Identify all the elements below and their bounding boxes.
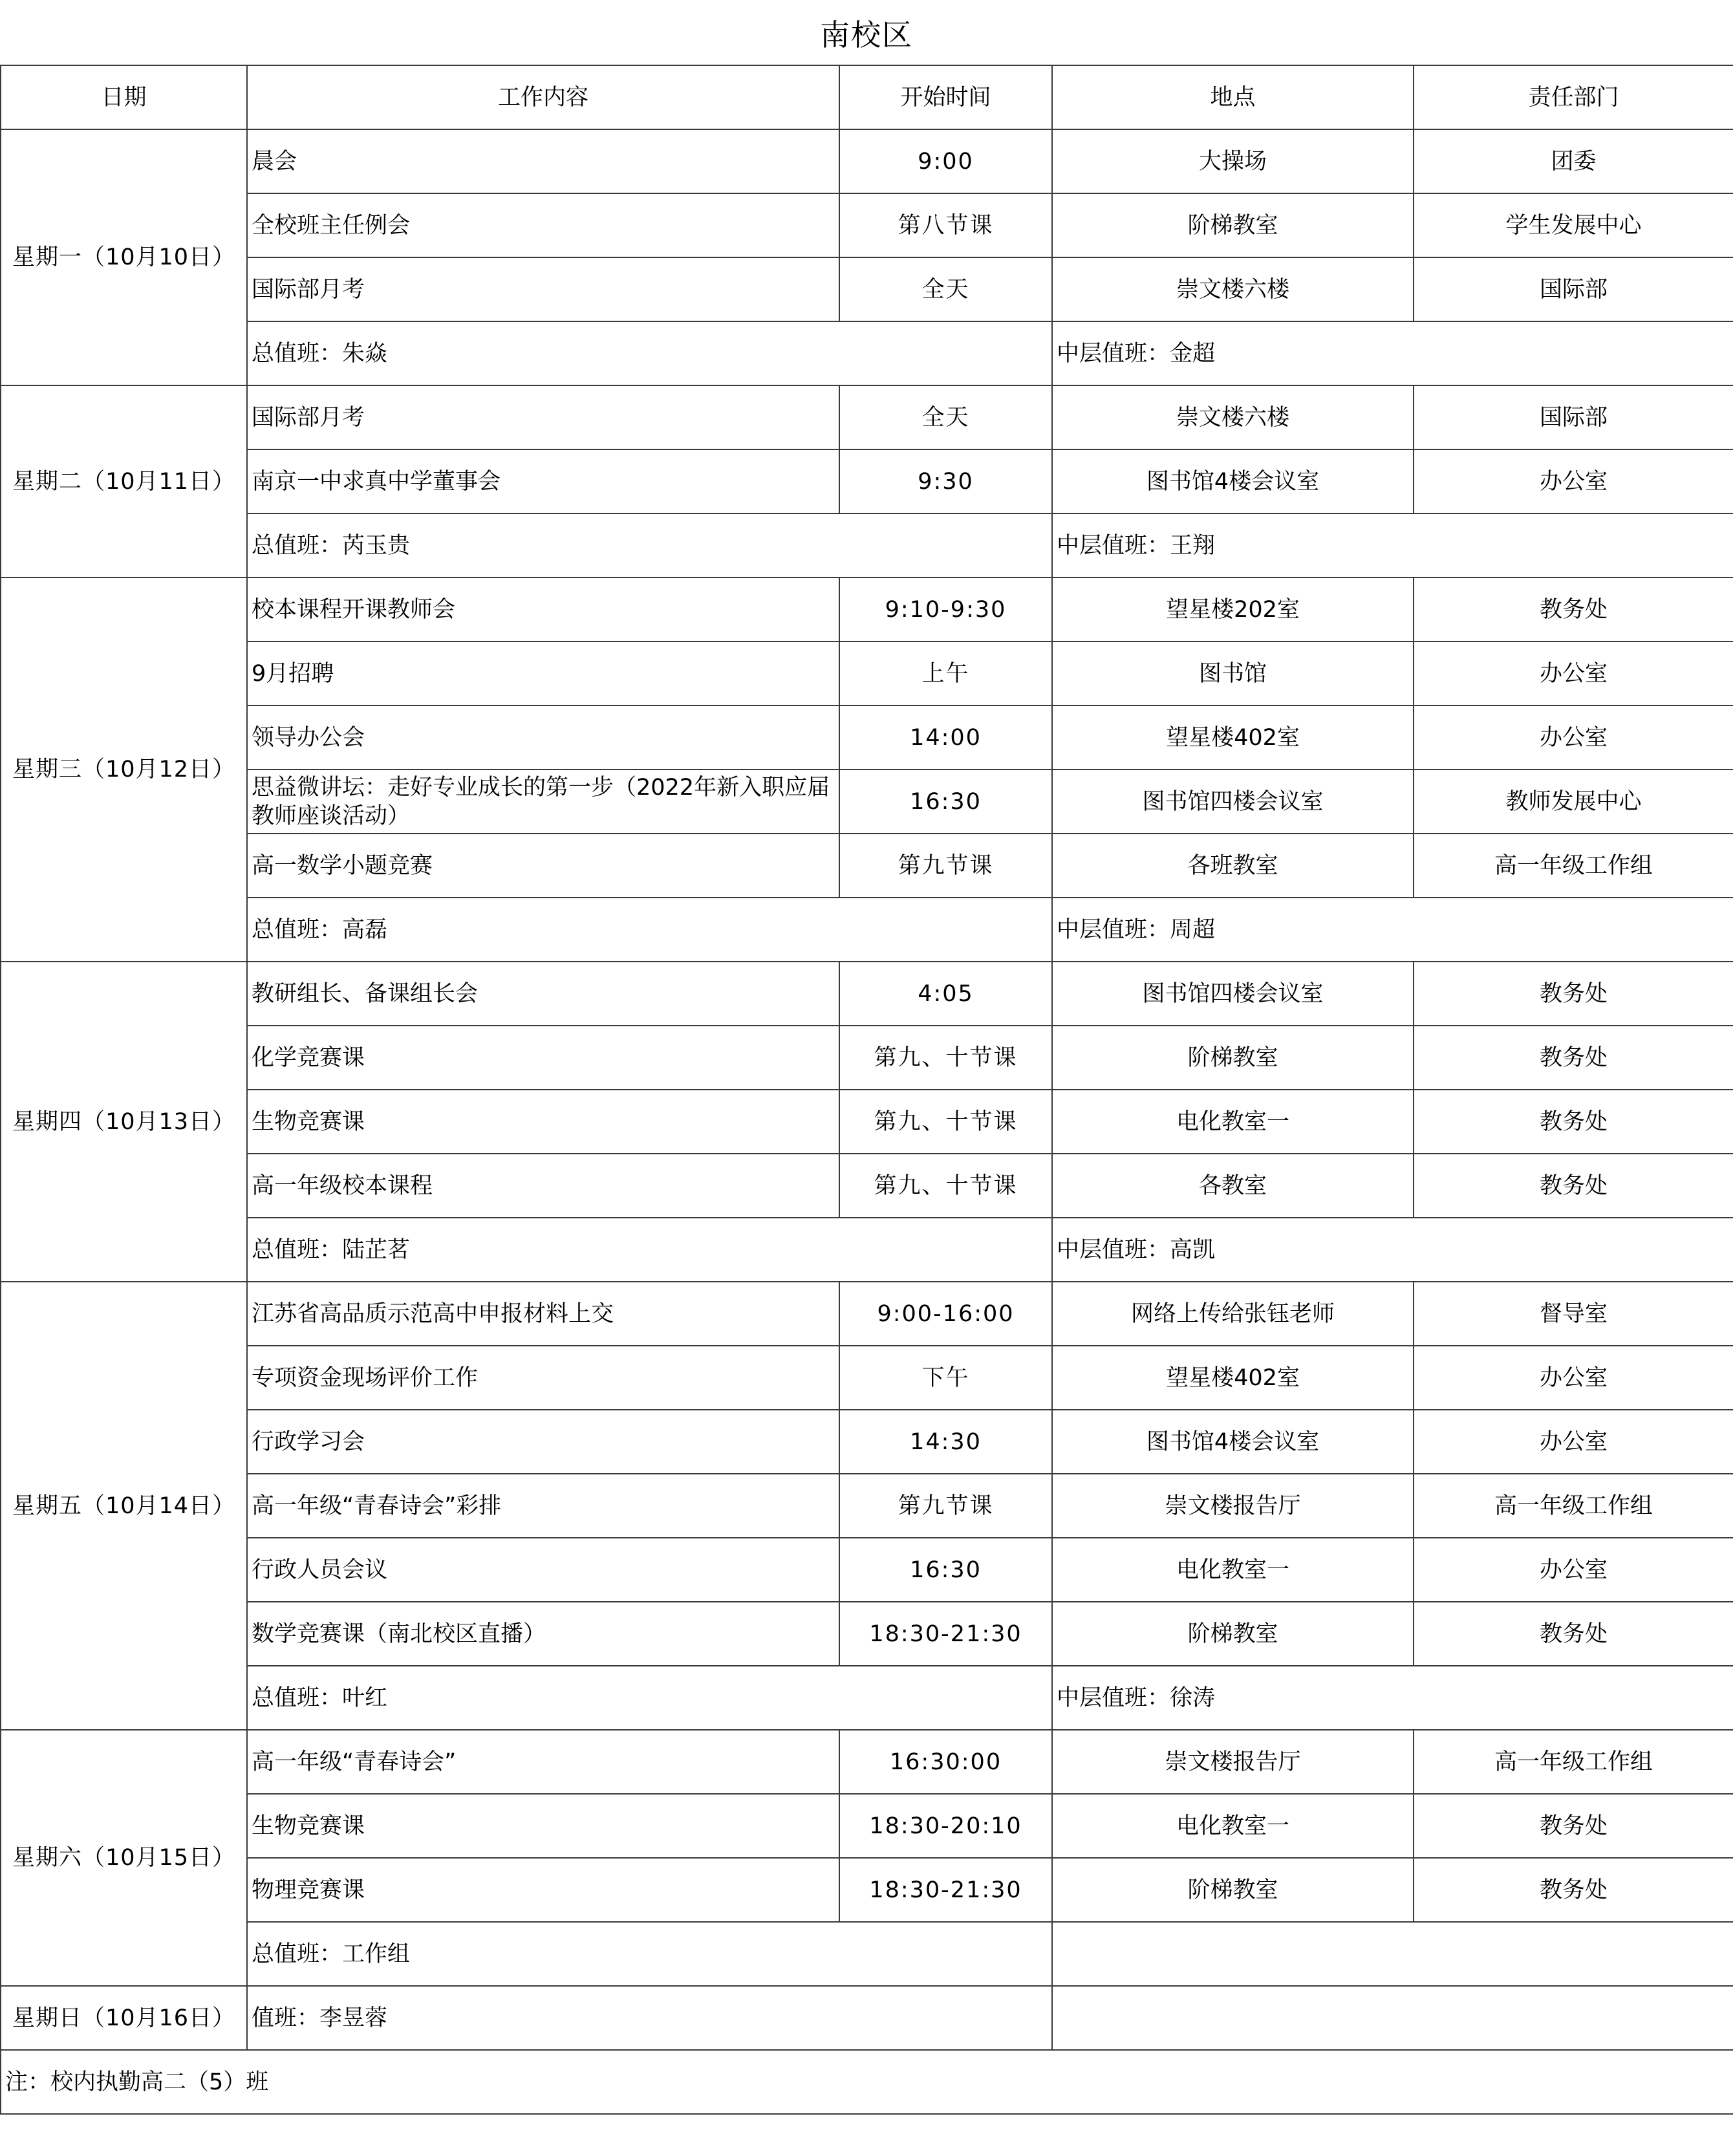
duty-general: 总值班：陆芷茗 (247, 1218, 1052, 1282)
header-row (1, 65, 1733, 129)
place-cell: 图书馆 (1052, 641, 1414, 706)
header-dept: 责任部门 (1414, 65, 1733, 129)
time-cell: 第九、十节课 (839, 1090, 1052, 1154)
day-label: 星期五（10月14日） (1, 1282, 247, 1730)
content-cell: 物理竞赛课 (247, 1858, 839, 1922)
duty-row (1, 321, 1733, 385)
duty-general: 总值班：高磊 (247, 898, 1052, 962)
place-cell: 望星楼402室 (1052, 1346, 1414, 1410)
dept-cell: 教务处 (1414, 1602, 1733, 1666)
header-content: 工作内容 (247, 65, 839, 129)
time-cell: 上午 (839, 641, 1052, 706)
content-cell: 数学竞赛课（南北校区直播） (247, 1602, 839, 1666)
content-cell: 生物竞赛课 (247, 1090, 839, 1154)
place-cell: 大操场 (1052, 129, 1414, 193)
table-row (1, 1858, 1733, 1922)
place-cell: 望星楼402室 (1052, 706, 1414, 770)
table-row (1, 770, 1733, 834)
place-cell: 电化教室一 (1052, 1090, 1414, 1154)
time-cell: 全天 (839, 257, 1052, 321)
place-cell: 阶梯教室 (1052, 1858, 1414, 1922)
dept-cell: 教务处 (1414, 577, 1733, 641)
dept-cell: 办公室 (1414, 1538, 1733, 1602)
table-row (1, 1538, 1733, 1602)
duty-general: 值班：李昱蓉 (247, 1986, 1052, 2050)
dept-cell: 办公室 (1414, 1346, 1733, 1410)
content-cell: 思益微讲坛：走好专业成长的第一步（2022年新入职应届教师座谈活动） (247, 770, 839, 834)
content-cell: 江苏省高品质示范高中申报材料上交 (247, 1282, 839, 1346)
place-cell: 各教室 (1052, 1154, 1414, 1218)
dept-cell: 高一年级工作组 (1414, 1474, 1733, 1538)
content-cell: 晨会 (247, 129, 839, 193)
time-cell: 下午 (839, 1346, 1052, 1410)
duty-general: 总值班：叶红 (247, 1666, 1052, 1730)
table-row (1, 193, 1733, 257)
time-cell: 14:30 (839, 1410, 1052, 1474)
place-cell: 阶梯教室 (1052, 193, 1414, 257)
dept-cell: 高一年级工作组 (1414, 1730, 1733, 1794)
dept-cell: 教务处 (1414, 1794, 1733, 1858)
place-cell: 图书馆4楼会议室 (1052, 1410, 1414, 1474)
time-cell: 18:30-21:30 (839, 1858, 1052, 1922)
table-row (1, 706, 1733, 770)
note: 注：校内执勤高二（5）班 (1, 2050, 1733, 2114)
duty-middle: 中层值班：金超 (1052, 321, 1733, 385)
content-cell: 南京一中求真中学董事会 (247, 449, 839, 513)
dept-cell: 高一年级工作组 (1414, 834, 1733, 898)
day-label: 星期三（10月12日） (1, 577, 247, 962)
place-cell: 崇文楼报告厅 (1052, 1474, 1414, 1538)
time-cell: 9:30 (839, 449, 1052, 513)
table-row (1, 1410, 1733, 1474)
content-cell: 高一年级“青春诗会”彩排 (247, 1474, 839, 1538)
duty-middle (1052, 1922, 1733, 1986)
table-row (1, 1474, 1733, 1538)
table-row (1, 1794, 1733, 1858)
duty-general: 总值班：芮玉贵 (247, 513, 1052, 577)
content-cell: 行政人员会议 (247, 1538, 839, 1602)
schedule-table (0, 65, 1733, 2115)
content-cell: 专项资金现场评价工作 (247, 1346, 839, 1410)
content-cell: 生物竞赛课 (247, 1794, 839, 1858)
table-row (1, 129, 1733, 193)
duty-middle: 中层值班：周超 (1052, 898, 1733, 962)
duty-row (1, 1218, 1733, 1282)
time-cell: 9:00 (839, 129, 1052, 193)
dept-cell: 教师发展中心 (1414, 770, 1733, 834)
content-cell: 高一年级“青春诗会” (247, 1730, 839, 1794)
place-cell: 崇文楼报告厅 (1052, 1730, 1414, 1794)
content-cell: 国际部月考 (247, 385, 839, 449)
header-time: 开始时间 (839, 65, 1052, 129)
time-cell: 9:10-9:30 (839, 577, 1052, 641)
content-cell: 高一数学小题竞赛 (247, 834, 839, 898)
dept-cell: 教务处 (1414, 1090, 1733, 1154)
time-cell: 18:30-20:10 (839, 1794, 1052, 1858)
place-cell: 图书馆四楼会议室 (1052, 770, 1414, 834)
dept-cell: 办公室 (1414, 706, 1733, 770)
table-row (1, 257, 1733, 321)
place-cell: 阶梯教室 (1052, 1602, 1414, 1666)
dept-cell: 办公室 (1414, 641, 1733, 706)
header-place: 地点 (1052, 65, 1414, 129)
place-cell: 望星楼202室 (1052, 577, 1414, 641)
table-row (1, 1154, 1733, 1218)
table-row (1, 962, 1733, 1026)
duty-row (1, 1666, 1733, 1730)
dept-cell: 教务处 (1414, 1026, 1733, 1090)
day-label: 星期日（10月16日） (1, 1986, 247, 2050)
content-cell: 行政学习会 (247, 1410, 839, 1474)
place-cell: 电化教室一 (1052, 1794, 1414, 1858)
place-cell: 崇文楼六楼 (1052, 385, 1414, 449)
dept-cell: 教务处 (1414, 1858, 1733, 1922)
place-cell: 崇文楼六楼 (1052, 257, 1414, 321)
duty-general: 总值班：朱焱 (247, 321, 1052, 385)
duty-row (1, 898, 1733, 962)
place-cell: 各班教室 (1052, 834, 1414, 898)
time-cell: 第九、十节课 (839, 1026, 1052, 1090)
content-cell: 国际部月考 (247, 257, 839, 321)
dept-cell: 学生发展中心 (1414, 193, 1733, 257)
time-cell: 第九、十节课 (839, 1154, 1052, 1218)
duty-middle: 中层值班：王翔 (1052, 513, 1733, 577)
time-cell: 16:30 (839, 1538, 1052, 1602)
content-cell: 高一年级校本课程 (247, 1154, 839, 1218)
dept-cell: 教务处 (1414, 1154, 1733, 1218)
time-cell: 9:00-16:00 (839, 1282, 1052, 1346)
dept-cell: 国际部 (1414, 257, 1733, 321)
table-row (1, 1730, 1733, 1794)
day-label: 星期四（10月13日） (1, 962, 247, 1282)
time-cell: 14:00 (839, 706, 1052, 770)
table-row (1, 1026, 1733, 1090)
time-cell: 16:30:00 (839, 1730, 1052, 1794)
place-cell: 电化教室一 (1052, 1538, 1414, 1602)
table-row (1, 1090, 1733, 1154)
duty-row (1, 1922, 1733, 1986)
place-cell: 阶梯教室 (1052, 1026, 1414, 1090)
time-cell: 18:30-21:30 (839, 1602, 1052, 1666)
place-cell: 图书馆4楼会议室 (1052, 449, 1414, 513)
note-row (1, 2050, 1733, 2114)
dept-cell: 团委 (1414, 129, 1733, 193)
place-cell: 图书馆四楼会议室 (1052, 962, 1414, 1026)
table-row (1, 834, 1733, 898)
duty-middle: 中层值班：徐涛 (1052, 1666, 1733, 1730)
table-row (1, 1346, 1733, 1410)
dept-cell: 教务处 (1414, 962, 1733, 1026)
table-row (1, 1282, 1733, 1346)
duty-row (1, 1986, 1733, 2050)
duty-middle: 中层值班：高凯 (1052, 1218, 1733, 1282)
dept-cell: 督导室 (1414, 1282, 1733, 1346)
dept-cell: 国际部 (1414, 385, 1733, 449)
time-cell: 第八节课 (839, 193, 1052, 257)
time-cell: 全天 (839, 385, 1052, 449)
duty-row (1, 513, 1733, 577)
day-label: 星期二（10月11日） (1, 385, 247, 577)
day-label: 星期一（10月10日） (1, 129, 247, 385)
header-date: 日期 (1, 65, 247, 129)
time-cell: 16:30 (839, 770, 1052, 834)
time-cell: 第九节课 (839, 834, 1052, 898)
content-cell: 9月招聘 (247, 641, 839, 706)
dept-cell: 办公室 (1414, 449, 1733, 513)
table-row (1, 449, 1733, 513)
page-title: 南校区 (820, 17, 913, 52)
table-row (1, 577, 1733, 641)
content-cell: 领导办公会 (247, 706, 839, 770)
dept-cell: 办公室 (1414, 1410, 1733, 1474)
time-cell: 第九节课 (839, 1474, 1052, 1538)
time-cell: 4:05 (839, 962, 1052, 1026)
duty-general: 总值班：工作组 (247, 1922, 1052, 1986)
day-label: 星期六（10月15日） (1, 1730, 247, 1986)
content-cell: 化学竞赛课 (247, 1026, 839, 1090)
content-cell: 校本课程开课教师会 (247, 577, 839, 641)
table-row (1, 385, 1733, 449)
table-row (1, 641, 1733, 706)
table-row (1, 1602, 1733, 1666)
duty-middle (1052, 1986, 1733, 2050)
place-cell: 网络上传给张钰老师 (1052, 1282, 1414, 1346)
content-cell: 教研组长、备课组长会 (247, 962, 839, 1026)
content-cell: 全校班主任例会 (247, 193, 839, 257)
